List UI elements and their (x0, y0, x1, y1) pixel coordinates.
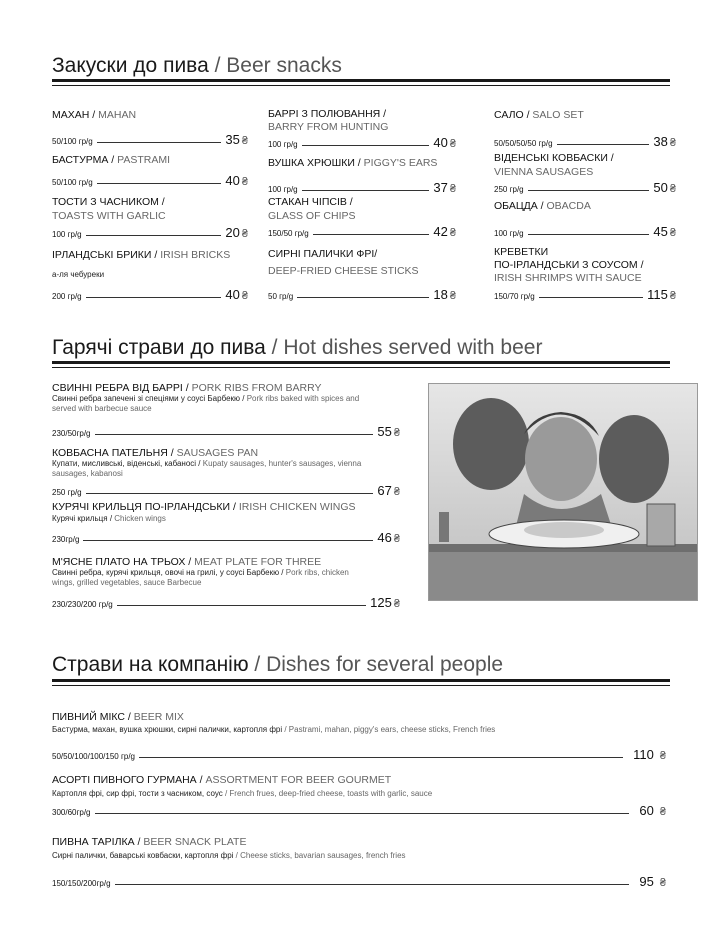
menu-item-beer-snack-plate: ПИВНА ТАРІЛКА / BEER SNACK PLATE (52, 836, 247, 848)
title-separator: / (248, 653, 267, 676)
price-row-gourmet: 300/60гр/g 60 ₴ (52, 803, 666, 818)
price-row-shrimps: 150/70 гр/g 115 ₴ (494, 287, 676, 302)
menu-item-toasts-en: TOASTS WITH GARLIC (52, 210, 166, 222)
price-row-sticks: 50 гр/g 18 ₴ (268, 287, 456, 302)
title-en: Hot dishes served with beer (283, 336, 543, 359)
price-row-vienna: 250 гр/g 50 ₴ (494, 180, 676, 195)
title-en: Dishes for several people (266, 653, 504, 676)
section-divider (52, 361, 670, 364)
menu-item-shrimps: КРЕВЕТКИ (494, 246, 549, 258)
menu-item-wings: КУРЯЧІ КРИЛЬЦЯ ПО-ІРЛАНДСЬКИ / IRISH CHICKEN WINGS (52, 501, 356, 513)
menu-item-shrimps-en: IRISH SHRIMPS WITH SAUCE (494, 272, 642, 284)
title-ua: Закуски до пива (52, 54, 209, 77)
menu-item-barry-en: BARRY FROM HUNTING (268, 121, 389, 133)
price-row-toasts: 100 гр/g 20 ₴ (52, 225, 248, 240)
price-row-beer-mix: 50/50/100/100/150 гр/g 110 ₴ (52, 747, 666, 762)
menu-item-ribs: СВИННІ РЕБРА ВІД БАРРІ / PORK RIBS FROM BARRY (52, 382, 322, 394)
section-title-company (52, 653, 503, 677)
section-title-snacks (52, 54, 342, 78)
title-ua: Страви на компанію (52, 653, 249, 676)
price-row-chips: 150/50 гр/g 42 ₴ (268, 224, 456, 239)
menu-item-ears: ВУШКА ХРЮШКИ / PIGGY'S EARS (268, 157, 438, 169)
title-ua: Гарячі страви до пива (52, 336, 266, 359)
price-row-mahan: 50/100 гр/g 35 ₴ (52, 132, 248, 147)
menu-item-shrimps-2: ПО-ІРЛАНДСЬКИ З СОУСОМ / (494, 259, 644, 271)
section-divider (52, 79, 670, 82)
price-row-ears: 100 гр/g 37 ₴ (268, 180, 456, 195)
menu-item-meat-plate: М'ЯСНЕ ПЛАТО НА ТРЬОХ / MEAT PLATE FOR THREE (52, 556, 322, 568)
menu-item-wings-desc: Курячі крильця / Chicken wings (52, 514, 166, 523)
section-divider-thin (52, 367, 670, 368)
menu-item-vienna-en: VIENNA SAUSAGES (494, 166, 594, 178)
menu-item-meat-plate-desc: Свинні ребра, курячі крильця, овочі на грилі, у соусі Барбекю / Pork ribs, chicken wings, grilled vegetables, sauce Barbecue (52, 568, 349, 587)
title-separator: / (265, 336, 284, 359)
menu-item-pastrami: БАСТУРМА / PASTRAMI (52, 154, 171, 166)
menu-item-gourmet: АСОРТІ ПИВНОГО ГУРМАНА / ASSORTMENT FOR BEER GOURMET (52, 774, 392, 786)
section-divider-thin (52, 685, 670, 686)
menu-item-vienna: ВІДЕНСЬКІ КОВБАСКИ / (494, 152, 614, 164)
price-row-meat-plate: 230/230/200 гр/g 125 ₴ (52, 595, 400, 610)
price-row-ribs: 230/50гр/g 55 ₴ (52, 424, 400, 439)
menu-item-obacda: ОБАЦДА / OBACDA (494, 200, 591, 212)
title-en: Beer snacks (226, 54, 342, 77)
menu-item-chips: СТАКАН ЧІПСІВ / (268, 196, 353, 208)
vintage-illustration-boy-eating (428, 383, 698, 601)
price-row-pastrami: 50/100 гр/g 40 ₴ (52, 173, 248, 188)
menu-item-beer-mix-desc: Бастурма, махан, вушка хрюшки, сирні палички, картопля фрі / Pastrami, mahan, piggy's ears, cheese sticks, French fries (52, 725, 496, 734)
menu-item-gourmet-desc: Картопля фрі, сир фрі, тости з часником, соус / French frues, deep-fried cheese, toasts with garlic, sauce (52, 789, 433, 798)
menu-item-chips-en: GLASS OF CHIPS (268, 210, 356, 222)
section-divider (52, 679, 670, 682)
price-row-salo: 50/50/50/50 гр/g 38 ₴ (494, 134, 676, 149)
menu-item-sausages-pan-desc: Купати, мисливські, віденські, кабаносі / Kupaty sausages, hunter's sausages, vienna sausages, kabanosi (52, 459, 362, 478)
menu-item-beer-mix: ПИВНИЙ МІКС / BEER MIX (52, 711, 184, 723)
section-divider-thin (52, 85, 670, 86)
menu-item-sticks-en: DEEP-FRIED CHEESE STICKS (268, 265, 419, 277)
title-separator: / (208, 54, 227, 77)
menu-item-bricks: ІРЛАНДСЬКІ БРИКИ / IRISH BRICKS (52, 249, 231, 261)
menu-item-sausages-pan: КОВБАСНА ПАТЕЛЬНЯ / SAUSAGES PAN (52, 447, 259, 459)
section-title-hot (52, 336, 542, 360)
price-row-wings: 230гр/g 46 ₴ (52, 530, 400, 545)
price-row-sausages-pan: 250 гр/g 67 ₴ (52, 483, 400, 498)
price-row-beer-snack-plate: 150/150/200гр/g 95 ₴ (52, 874, 666, 889)
price-row-obacda: 100 гр/g 45 ₴ (494, 224, 676, 239)
menu-item-beer-snack-plate-desc: Сирні палички, баварські ковбаски, картопля фрі / Cheese sticks, bavarian sausages, french fries (52, 851, 406, 860)
menu-item-salo: САЛО / SALO SET (494, 109, 584, 121)
menu-item-bricks-note: а-ля чебуреки (52, 270, 105, 279)
menu-item-mahan: МАХАН / MAHAN (52, 109, 137, 121)
menu-item-toasts: ТОСТИ З ЧАСНИКОМ / (52, 196, 165, 208)
price-row-barry: 100 гр/g 40 ₴ (268, 135, 456, 150)
price-row-bricks: 200 гр/g 40 ₴ (52, 287, 248, 302)
menu-item-ribs-desc: Свинні ребра запечені зі спеціями у соусі Барбекю / Pork ribs baked with spices and served with barbecue sauce (52, 394, 360, 413)
menu-item-barry: БАРРІ З ПОЛЮВАННЯ / (268, 108, 387, 120)
menu-item-sticks: СИРНІ ПАЛИЧКИ ФРІ/ (268, 248, 378, 260)
